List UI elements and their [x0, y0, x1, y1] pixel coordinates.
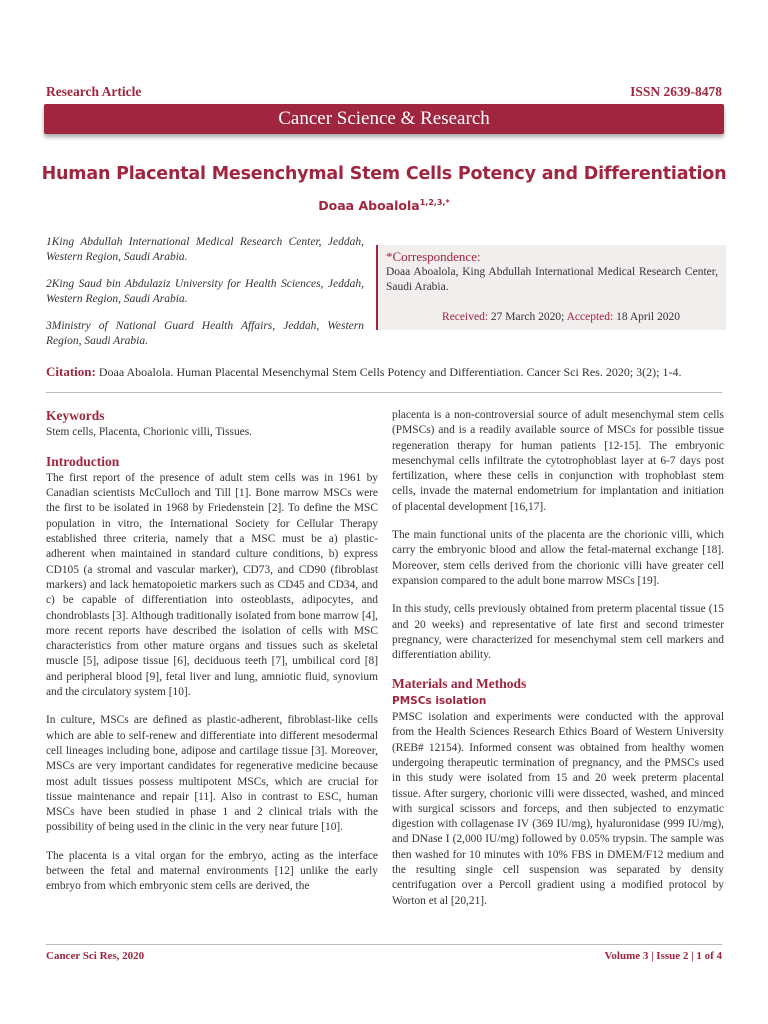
header-line: [46, 84, 722, 102]
correspondence-box: [376, 245, 726, 330]
author-name: Doaa Aboalola: [318, 198, 420, 214]
correspondence-text: Doaa Aboalola, King Abdullah International Medical Research Center, Saudi Arabia.: [386, 266, 718, 293]
intro-paragraph-1: The first report of the presence of adult stem cells was in 1961 by Canadian scientists McCulloch and Till [1]. Bone marrow MSCs were the first to be isolated in 1968 by Friedenstein [2]. To define the MSC population in vitro, the International Society for Cellular Therapy established three criteria, namely that a MSC must be a) plastic- adherent when maintained in standard culture conditions, b) express CD105 (a stromal and vascular marker), CD73, and CD90 (fibroblast markers) and lack hematopoietic markers such as CD45 and CD34, and c) be capable of differentiation into osteoblasts, adipocytes, and chondroblasts [3]. Although traditionally isolated from bone marrow [4], more recent reports have described the isolation of cells with MSC characteristics from other mature organs and tissues such as skeletal muscle [5], adipose tissue [6], deciduous teeth [7], umbilical cord [8] and peripheral blood [9], fetal liver and lung, amniotic fluid, synovium and the circulatory system [10].: [46, 471, 378, 699]
right-column: [392, 408, 724, 922]
intro-paragraph-2: In culture, MSCs are defined as plastic-adherent, fibroblast-like cells which are able to self-renew and differentiate into different mesodermal cell lineages including bone, adipose and cartilage tissue [3]. Moreover, MSCs are very important candidates for regenerative medicine because most adult tissues possess multipotent MSCs, which are crucial for tissue maintenance and repair [11]. Also in contrast to ESC, human MSCs have been studied in phase 1 and 2 clinical trials with the possibility of being used in the clinic in the very near future [10].: [46, 714, 378, 834]
methods-heading: Materials and Methods: [392, 676, 527, 692]
divider: [46, 392, 722, 393]
affiliation-2: 2King Saud bin Abdulaziz University for Health Sciences, Jeddah, Western Region, Saudi Arabia.: [46, 278, 364, 305]
methods-paragraph-1: PMSC isolation and experiments were conducted with the approval from the Health Sciences Research Ethics Board of Western University (REB# 12154). Informed consent was obtained from healthy women undergoing therapeutic termination of pregnancy, and the PMSCs used in this study were isolated from 15 and 20 week preterm placental tissue. After surgery, chorionic villi were dissected, washed, and minced with surgical scissors and forceps, and then subjected to enzymatic digestion with collagenase IV (369 IU/mg), hyaluronidase (999 IU/mg), and DNase I (2,000 IU/mg) followed by 0.05% trypsin. The sample was then washed for 10 minutes with 10% FBS in DMEM/F12 medium and the resulting single cell suspension was separated by density centrifugation over a Percoll gradient using a modified protocol by Worton et al [20,21].: [392, 711, 724, 907]
footer-divider: [46, 944, 722, 945]
intro-heading: Introduction: [46, 453, 120, 469]
author-affil-sup: 1,2,3,*: [419, 198, 450, 207]
right-paragraph-3: In this study, cells previously obtained from preterm placental tissue (15 and 20 weeks) and representative of late first and second trimester pregnancy, were characterized for mesenchymal stem cell markers and differentiation ability.: [392, 603, 724, 662]
accepted-label: Accepted:: [566, 311, 614, 323]
journal-banner: [44, 104, 724, 134]
issn: ISSN 2639-8478: [630, 84, 722, 99]
affiliations: [46, 235, 364, 361]
right-paragraph-1: placenta is a non-controversial source of adult mesenchymal stem cells (PMSCs) and is a readily available source of MSCs for possible tissue regeneration therapy for human patients [12-15]. The embryonic mesenchymal cells infiltrate the cytotrophoblast layer at 6-7 days post fertilization, where these cells in conjunction with trophoblast stem cells, invade the maternal endometrium for implantation and initiation of placental development [16,17].: [392, 409, 724, 513]
right-paragraph-2: The main functional units of the placenta are the chorionic villi, which carry the embryonic blood and allow the fetal-maternal exchange [18]. Moreover, stem cells derived from the chorionic villi have greater cell expansion compared to the adult bone marrow MSCs [19].: [392, 529, 724, 587]
footer-page-info: Volume 3 | Issue 2 | 1 of 4: [604, 950, 722, 962]
correspondence-heading: *Correspondence:: [386, 249, 481, 264]
affiliation-3: 3Ministry of National Guard Health Affairs, Jeddah, Western Region, Saudi Arabia.: [46, 320, 364, 347]
dates-line: [442, 311, 680, 323]
citation-label: Citation:: [46, 364, 96, 379]
journal-name: Cancer Science & Research: [278, 108, 490, 129]
affiliation-1: 1King Abdullah International Medical Research Center, Jeddah, Western Region, Saudi Arabia.: [46, 236, 364, 263]
paper-title: Human Placental Mesenchymal Stem Cells Potency and Differentiation: [41, 164, 727, 184]
received-date: 27 March 2020;: [490, 311, 565, 323]
intro-paragraph-3: The placenta is a vital organ for the embryo, acting as the interface between the fetal and maternal environments [12] unlike the early embryo from which embryonic stem cells are derived, the: [46, 849, 378, 893]
author-line: [0, 198, 768, 213]
left-column: [46, 408, 378, 908]
received-label: Received:: [442, 311, 489, 323]
keywords-text: Stem cells, Placenta, Chorionic villi, Tissues.: [46, 426, 252, 439]
accepted-date: 18 April 2020: [616, 311, 680, 323]
article-type: Research Article: [46, 84, 142, 99]
keywords-heading: Keywords: [46, 408, 105, 423]
footer-journal: Cancer Sci Res, 2020: [46, 950, 145, 962]
citation-text: Doaa Aboalola. Human Placental Mesenchymal Stem Cells Potency and Differentiation. Cancer Sci Res. 2020; 3(2); 1-4.: [98, 365, 682, 379]
citation: [46, 364, 722, 380]
pmsc-heading: PMSCs isolation: [392, 694, 487, 707]
